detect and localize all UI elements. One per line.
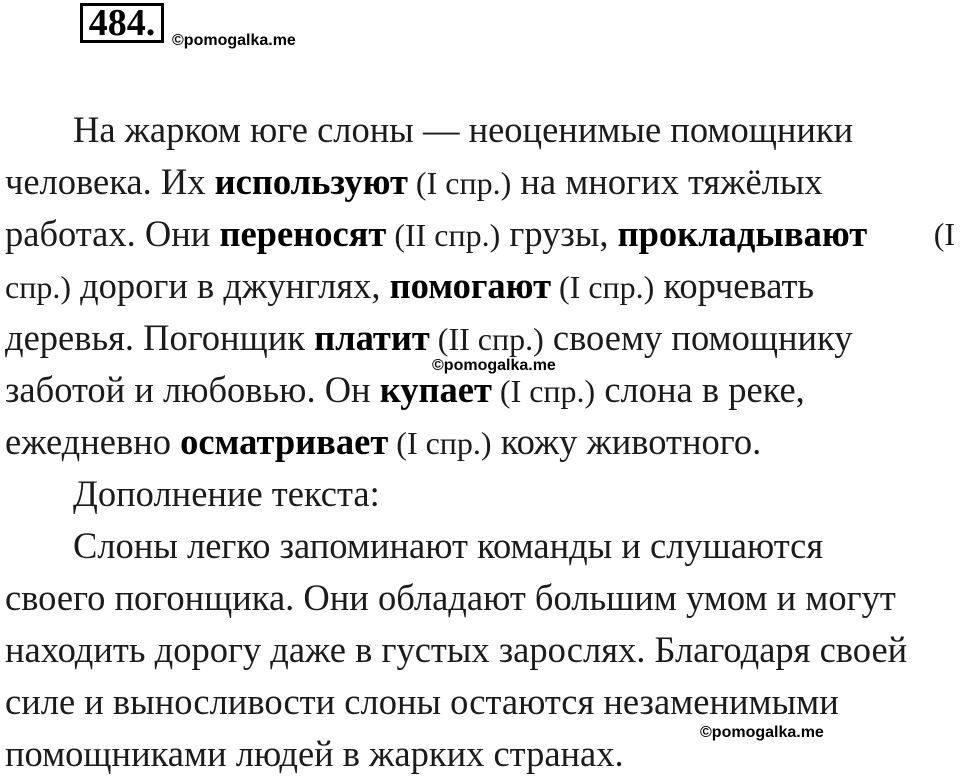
watermark-middle: ©pomogalka.me (432, 357, 556, 374)
p1-line-4: спр.) дороги в джунглях, помогают (I спр.) корчевать (5, 265, 815, 306)
p2-line-5: помощниками людей в жарких странах. (5, 733, 624, 774)
p1-line-1: На жарком юге слоны — неоценимые помощники (73, 109, 854, 150)
watermark-bottom: ©pomogalka.me (700, 724, 824, 741)
exercise-text (5, 104, 955, 780)
p2-line-2: своего погонщика. Они обладают большим умом и могут (5, 577, 896, 618)
verb-prokladyvayut: прокладывают (617, 213, 868, 254)
p1-line-5: деревья. Погонщик платит (II спр.) своему помощнику (5, 317, 853, 358)
watermark-top: ©pomogalka.me (172, 32, 296, 49)
conjugation-note: (I спр.) (407, 165, 512, 201)
p1-line-2: человека. Их используют (I спр.) на многих тяжёлых (5, 161, 823, 202)
p2-line-3: находить дорогу даже в густых зарослях. Благодаря своей (5, 629, 908, 670)
conjugation-note: (II спр.) (386, 217, 501, 253)
p2-line-4: силе и выносливости слоны остаются незаменимыми (5, 681, 839, 722)
conjugation-note: (I спр.) (491, 373, 596, 409)
exercise-number: 484. (80, 3, 164, 43)
verb-kupaet: купает (379, 369, 492, 410)
verb-osmatrivaet: осматривает (180, 421, 389, 462)
p1-line-6: заботой и любовью. Он купает (I спр.) слона в реке, (5, 369, 805, 410)
conjugation-note: (I спр.) (388, 425, 492, 461)
addition-heading: Дополнение текста: (73, 473, 380, 514)
verb-pomogayut: помогают (389, 265, 552, 306)
conjugation-note: (II спр.) (429, 321, 544, 357)
p1-line-3: работах. Они переносят (II спр.) грузы, прокладывают (I (5, 208, 955, 260)
p1-line-7: ежедневно осматривает (I спр.) кожу животного. (5, 421, 762, 462)
verb-perenosyat: переносят (219, 213, 387, 254)
conjugation-note: спр.) (5, 269, 71, 305)
conjugation-note: (I спр.) (551, 269, 655, 305)
verb-ispolzuyut: используют (214, 161, 408, 202)
conjugation-note: (I (925, 216, 955, 252)
verb-platit: платит (314, 317, 430, 358)
p2-line-1: Слоны легко запоминают команды и слушаются (73, 525, 824, 566)
